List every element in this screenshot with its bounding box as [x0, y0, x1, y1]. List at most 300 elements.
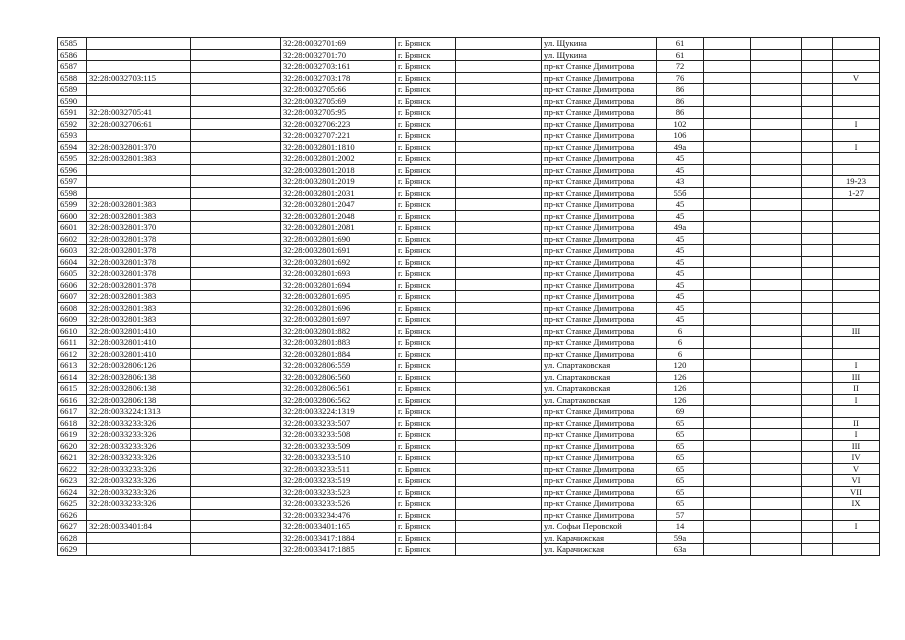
premises-number: [833, 199, 880, 211]
table-row: [58, 371, 880, 383]
house-number: 106: [657, 130, 704, 142]
table-row: [58, 130, 880, 142]
cadastral-number: 32:28:0033233:507: [281, 417, 396, 429]
table-row: [58, 141, 880, 153]
parent-cadastral-number: [87, 130, 191, 142]
row-number: 6594: [58, 141, 87, 153]
empty-cell: [704, 463, 751, 475]
premises-number: I: [833, 118, 880, 130]
row-number: 6599: [58, 199, 87, 211]
empty-cell: [802, 279, 833, 291]
empty-cell: [802, 210, 833, 222]
city: г. Брянск: [396, 302, 456, 314]
street: пр-кт Станке Димитрова: [542, 233, 657, 245]
cadastral-number: 32:28:0032705:69: [281, 95, 396, 107]
city: г. Брянск: [396, 475, 456, 487]
cadastral-number: 32:28:0032801:2018: [281, 164, 396, 176]
street: пр-кт Станке Димитрова: [542, 325, 657, 337]
cadastral-number: 32:28:0032801:2048: [281, 210, 396, 222]
row-number: 6622: [58, 463, 87, 475]
cadastral-number: 32:28:0032801:2047: [281, 199, 396, 211]
city: г. Брянск: [396, 199, 456, 211]
street: пр-кт Станке Димитрова: [542, 279, 657, 291]
empty-cell: [456, 371, 542, 383]
house-number: 69: [657, 406, 704, 418]
cadastral-number: 32:28:0032801:696: [281, 302, 396, 314]
empty-cell: [802, 348, 833, 360]
parent-cadastral-number: 32:28:0032801:383: [87, 153, 191, 165]
table-row: [58, 268, 880, 280]
house-number: 6: [657, 325, 704, 337]
parent-cadastral-number: 32:28:0032801:383: [87, 210, 191, 222]
city: г. Брянск: [396, 325, 456, 337]
premises-number: [833, 544, 880, 556]
empty-cell: [751, 417, 802, 429]
empty-cell: [191, 210, 281, 222]
premises-number: 1-27: [833, 187, 880, 199]
row-number: 6615: [58, 383, 87, 395]
parent-cadastral-number: [87, 95, 191, 107]
empty-cell: [802, 130, 833, 142]
empty-cell: [191, 107, 281, 119]
empty-cell: [802, 532, 833, 544]
cadastral-number: 32:28:0032801:692: [281, 256, 396, 268]
table-row: [58, 256, 880, 268]
empty-cell: [704, 521, 751, 533]
street: пр-кт Станке Димитрова: [542, 498, 657, 510]
empty-cell: [191, 371, 281, 383]
city: г. Брянск: [396, 268, 456, 280]
city: г. Брянск: [396, 544, 456, 556]
empty-cell: [751, 268, 802, 280]
row-number: 6618: [58, 417, 87, 429]
house-number: 120: [657, 360, 704, 372]
empty-cell: [704, 291, 751, 303]
empty-cell: [704, 107, 751, 119]
row-number: 6610: [58, 325, 87, 337]
premises-number: II: [833, 383, 880, 395]
premises-number: [833, 95, 880, 107]
empty-cell: [191, 38, 281, 50]
premises-number: [833, 245, 880, 257]
parent-cadastral-number: 32:28:0032801:383: [87, 199, 191, 211]
city: г. Брянск: [396, 360, 456, 372]
empty-cell: [191, 383, 281, 395]
empty-cell: [456, 141, 542, 153]
empty-cell: [456, 199, 542, 211]
premises-number: [833, 268, 880, 280]
empty-cell: [802, 463, 833, 475]
street: ул. Щукина: [542, 49, 657, 61]
empty-cell: [704, 498, 751, 510]
row-number: 6586: [58, 49, 87, 61]
empty-cell: [191, 394, 281, 406]
house-number: 76: [657, 72, 704, 84]
cadastral-number: 32:28:0032706:223: [281, 118, 396, 130]
cadastral-number: 32:28:0032801:2002: [281, 153, 396, 165]
table-row: [58, 118, 880, 130]
table-row: [58, 164, 880, 176]
row-number: 6608: [58, 302, 87, 314]
empty-cell: [456, 187, 542, 199]
empty-cell: [751, 84, 802, 96]
empty-cell: [802, 245, 833, 257]
parent-cadastral-number: 32:28:0032806:138: [87, 371, 191, 383]
cadastral-number: 32:28:0032801:1810: [281, 141, 396, 153]
house-number: 65: [657, 429, 704, 441]
table-row: [58, 72, 880, 84]
city: г. Брянск: [396, 498, 456, 510]
empty-cell: [456, 38, 542, 50]
empty-cell: [704, 164, 751, 176]
empty-cell: [704, 314, 751, 326]
empty-cell: [704, 544, 751, 556]
empty-cell: [802, 383, 833, 395]
empty-cell: [456, 107, 542, 119]
table-row: [58, 245, 880, 257]
row-number: 6617: [58, 406, 87, 418]
parent-cadastral-number: 32:28:0032801:378: [87, 279, 191, 291]
table-row: [58, 233, 880, 245]
table-row: [58, 302, 880, 314]
empty-cell: [704, 130, 751, 142]
city: г. Брянск: [396, 463, 456, 475]
empty-cell: [191, 118, 281, 130]
parent-cadastral-number: 32:28:0032801:383: [87, 314, 191, 326]
parent-cadastral-number: 32:28:0032801:378: [87, 245, 191, 257]
street: пр-кт Станке Димитрова: [542, 440, 657, 452]
empty-cell: [704, 233, 751, 245]
empty-cell: [704, 440, 751, 452]
table-row: [58, 107, 880, 119]
empty-cell: [191, 406, 281, 418]
parent-cadastral-number: 32:28:0032801:410: [87, 348, 191, 360]
table-row: [58, 153, 880, 165]
empty-cell: [456, 176, 542, 188]
street: пр-кт Станке Димитрова: [542, 95, 657, 107]
empty-cell: [751, 383, 802, 395]
city: г. Брянск: [396, 176, 456, 188]
table-row: [58, 440, 880, 452]
parent-cadastral-number: 32:28:0032806:126: [87, 360, 191, 372]
premises-number: [833, 406, 880, 418]
city: г. Брянск: [396, 279, 456, 291]
empty-cell: [751, 440, 802, 452]
premises-number: [833, 233, 880, 245]
empty-cell: [704, 337, 751, 349]
house-number: 45: [657, 233, 704, 245]
empty-cell: [191, 84, 281, 96]
empty-cell: [751, 141, 802, 153]
premises-number: I: [833, 360, 880, 372]
empty-cell: [456, 268, 542, 280]
empty-cell: [456, 360, 542, 372]
empty-cell: [751, 279, 802, 291]
table-row: [58, 199, 880, 211]
empty-cell: [802, 371, 833, 383]
city: г. Брянск: [396, 95, 456, 107]
row-number: 6616: [58, 394, 87, 406]
empty-cell: [751, 509, 802, 521]
city: г. Брянск: [396, 49, 456, 61]
empty-cell: [751, 118, 802, 130]
street: ул. Щукина: [542, 38, 657, 50]
empty-cell: [456, 118, 542, 130]
cadastral-number: 32:28:0032701:70: [281, 49, 396, 61]
empty-cell: [456, 383, 542, 395]
empty-cell: [456, 233, 542, 245]
house-number: 61: [657, 49, 704, 61]
cadastral-number: 32:28:0032801:2031: [281, 187, 396, 199]
parent-cadastral-number: 32:28:0033401:84: [87, 521, 191, 533]
table-row: [58, 210, 880, 222]
empty-cell: [802, 38, 833, 50]
premises-number: [833, 210, 880, 222]
street: пр-кт Станке Димитрова: [542, 337, 657, 349]
cadastral-number: 32:28:0032806:562: [281, 394, 396, 406]
house-number: 126: [657, 394, 704, 406]
house-number: 57: [657, 509, 704, 521]
empty-cell: [802, 417, 833, 429]
empty-cell: [191, 153, 281, 165]
empty-cell: [704, 302, 751, 314]
parent-cadastral-number: 32:28:0033233:326: [87, 452, 191, 464]
empty-cell: [704, 199, 751, 211]
table-row: [58, 61, 880, 73]
table-row: [58, 532, 880, 544]
empty-cell: [751, 475, 802, 487]
street: ул. Спартаковская: [542, 394, 657, 406]
cadastral-number: 32:28:0033233:523: [281, 486, 396, 498]
empty-cell: [704, 325, 751, 337]
house-number: 45: [657, 245, 704, 257]
city: г. Брянск: [396, 348, 456, 360]
empty-cell: [704, 38, 751, 50]
row-number: 6602: [58, 233, 87, 245]
premises-number: I: [833, 429, 880, 441]
row-number: 6626: [58, 509, 87, 521]
premises-number: I: [833, 521, 880, 533]
cadastral-number: 32:28:0032806:561: [281, 383, 396, 395]
row-number: 6609: [58, 314, 87, 326]
empty-cell: [802, 222, 833, 234]
row-number: 6593: [58, 130, 87, 142]
city: г. Брянск: [396, 314, 456, 326]
empty-cell: [751, 61, 802, 73]
empty-cell: [802, 314, 833, 326]
house-number: 65: [657, 486, 704, 498]
table-row: [58, 509, 880, 521]
empty-cell: [191, 521, 281, 533]
row-number: 6606: [58, 279, 87, 291]
city: г. Брянск: [396, 118, 456, 130]
empty-cell: [456, 210, 542, 222]
empty-cell: [802, 268, 833, 280]
city: г. Брянск: [396, 72, 456, 84]
empty-cell: [191, 452, 281, 464]
street: ул. Карачижская: [542, 544, 657, 556]
street: пр-кт Станке Димитрова: [542, 118, 657, 130]
street: пр-кт Станке Димитрова: [542, 210, 657, 222]
city: г. Брянск: [396, 394, 456, 406]
empty-cell: [751, 498, 802, 510]
empty-cell: [191, 475, 281, 487]
street: пр-кт Станке Димитрова: [542, 291, 657, 303]
empty-cell: [802, 153, 833, 165]
empty-cell: [456, 429, 542, 441]
empty-cell: [751, 544, 802, 556]
row-number: 6614: [58, 371, 87, 383]
empty-cell: [751, 521, 802, 533]
row-number: 6625: [58, 498, 87, 510]
empty-cell: [456, 406, 542, 418]
house-number: 72: [657, 61, 704, 73]
empty-cell: [751, 256, 802, 268]
cadastral-number: 32:28:0032801:2019: [281, 176, 396, 188]
empty-cell: [751, 72, 802, 84]
empty-cell: [191, 72, 281, 84]
street: пр-кт Станке Димитрова: [542, 463, 657, 475]
empty-cell: [751, 325, 802, 337]
table-row: [58, 337, 880, 349]
row-number: 6621: [58, 452, 87, 464]
empty-cell: [704, 532, 751, 544]
empty-cell: [456, 302, 542, 314]
parent-cadastral-number: [87, 544, 191, 556]
empty-cell: [191, 360, 281, 372]
empty-cell: [191, 291, 281, 303]
premises-number: VI: [833, 475, 880, 487]
city: г. Брянск: [396, 256, 456, 268]
empty-cell: [802, 291, 833, 303]
city: г. Брянск: [396, 130, 456, 142]
house-number: 45: [657, 291, 704, 303]
cadastral-number: 32:28:0032705:66: [281, 84, 396, 96]
empty-cell: [191, 498, 281, 510]
cadastral-number: 32:28:0032801:695: [281, 291, 396, 303]
empty-cell: [456, 463, 542, 475]
register-table: [57, 37, 880, 556]
house-number: 45: [657, 268, 704, 280]
house-number: 45: [657, 164, 704, 176]
house-number: 49а: [657, 222, 704, 234]
empty-cell: [191, 509, 281, 521]
empty-cell: [704, 245, 751, 257]
city: г. Брянск: [396, 61, 456, 73]
street: ул. Карачижская: [542, 532, 657, 544]
parent-cadastral-number: 32:28:0032801:378: [87, 256, 191, 268]
empty-cell: [802, 337, 833, 349]
row-number: 6611: [58, 337, 87, 349]
empty-cell: [456, 394, 542, 406]
street: пр-кт Станке Димитрова: [542, 245, 657, 257]
cadastral-number: 32:28:0033417:1885: [281, 544, 396, 556]
premises-number: [833, 302, 880, 314]
table-row: [58, 84, 880, 96]
house-number: 45: [657, 199, 704, 211]
empty-cell: [751, 302, 802, 314]
street: пр-кт Станке Димитрова: [542, 314, 657, 326]
premises-number: III: [833, 325, 880, 337]
city: г. Брянск: [396, 486, 456, 498]
empty-cell: [191, 130, 281, 142]
house-number: 126: [657, 371, 704, 383]
row-number: 6605: [58, 268, 87, 280]
house-number: 45: [657, 314, 704, 326]
empty-cell: [802, 475, 833, 487]
empty-cell: [751, 486, 802, 498]
empty-cell: [456, 256, 542, 268]
table-row: [58, 394, 880, 406]
house-number: 102: [657, 118, 704, 130]
premises-number: V: [833, 72, 880, 84]
premises-number: III: [833, 440, 880, 452]
parent-cadastral-number: [87, 49, 191, 61]
empty-cell: [191, 245, 281, 257]
house-number: 126: [657, 383, 704, 395]
empty-cell: [751, 532, 802, 544]
table-row: [58, 49, 880, 61]
street: пр-кт Станке Димитрова: [542, 429, 657, 441]
premises-number: [833, 130, 880, 142]
street: пр-кт Станке Димитрова: [542, 141, 657, 153]
premises-number: [833, 164, 880, 176]
empty-cell: [751, 153, 802, 165]
empty-cell: [191, 164, 281, 176]
parent-cadastral-number: 32:28:0032705:41: [87, 107, 191, 119]
empty-cell: [191, 176, 281, 188]
row-number: 6600: [58, 210, 87, 222]
street: пр-кт Станке Димитрова: [542, 475, 657, 487]
empty-cell: [456, 544, 542, 556]
house-number: 61: [657, 38, 704, 50]
empty-cell: [456, 337, 542, 349]
row-number: 6590: [58, 95, 87, 107]
house-number: 45: [657, 210, 704, 222]
row-number: 6619: [58, 429, 87, 441]
empty-cell: [456, 84, 542, 96]
street: пр-кт Станке Димитрова: [542, 61, 657, 73]
empty-cell: [751, 371, 802, 383]
street: пр-кт Станке Димитрова: [542, 153, 657, 165]
premises-number: [833, 509, 880, 521]
empty-cell: [751, 348, 802, 360]
empty-cell: [191, 199, 281, 211]
empty-cell: [802, 49, 833, 61]
parent-cadastral-number: 32:28:0032703:115: [87, 72, 191, 84]
cadastral-number: 32:28:0032806:560: [281, 371, 396, 383]
empty-cell: [802, 256, 833, 268]
premises-number: [833, 291, 880, 303]
row-number: 6591: [58, 107, 87, 119]
empty-cell: [191, 256, 281, 268]
empty-cell: [751, 164, 802, 176]
cadastral-number: 32:28:0033234:476: [281, 509, 396, 521]
empty-cell: [751, 210, 802, 222]
premises-number: I: [833, 141, 880, 153]
parent-cadastral-number: 32:28:0032801:370: [87, 141, 191, 153]
premises-number: II: [833, 417, 880, 429]
street: ул. Спартаковская: [542, 360, 657, 372]
parent-cadastral-number: 32:28:0032801:378: [87, 233, 191, 245]
empty-cell: [456, 279, 542, 291]
parent-cadastral-number: 32:28:0033233:326: [87, 498, 191, 510]
empty-cell: [802, 61, 833, 73]
empty-cell: [456, 72, 542, 84]
row-number: 6624: [58, 486, 87, 498]
empty-cell: [751, 406, 802, 418]
house-number: 45: [657, 302, 704, 314]
